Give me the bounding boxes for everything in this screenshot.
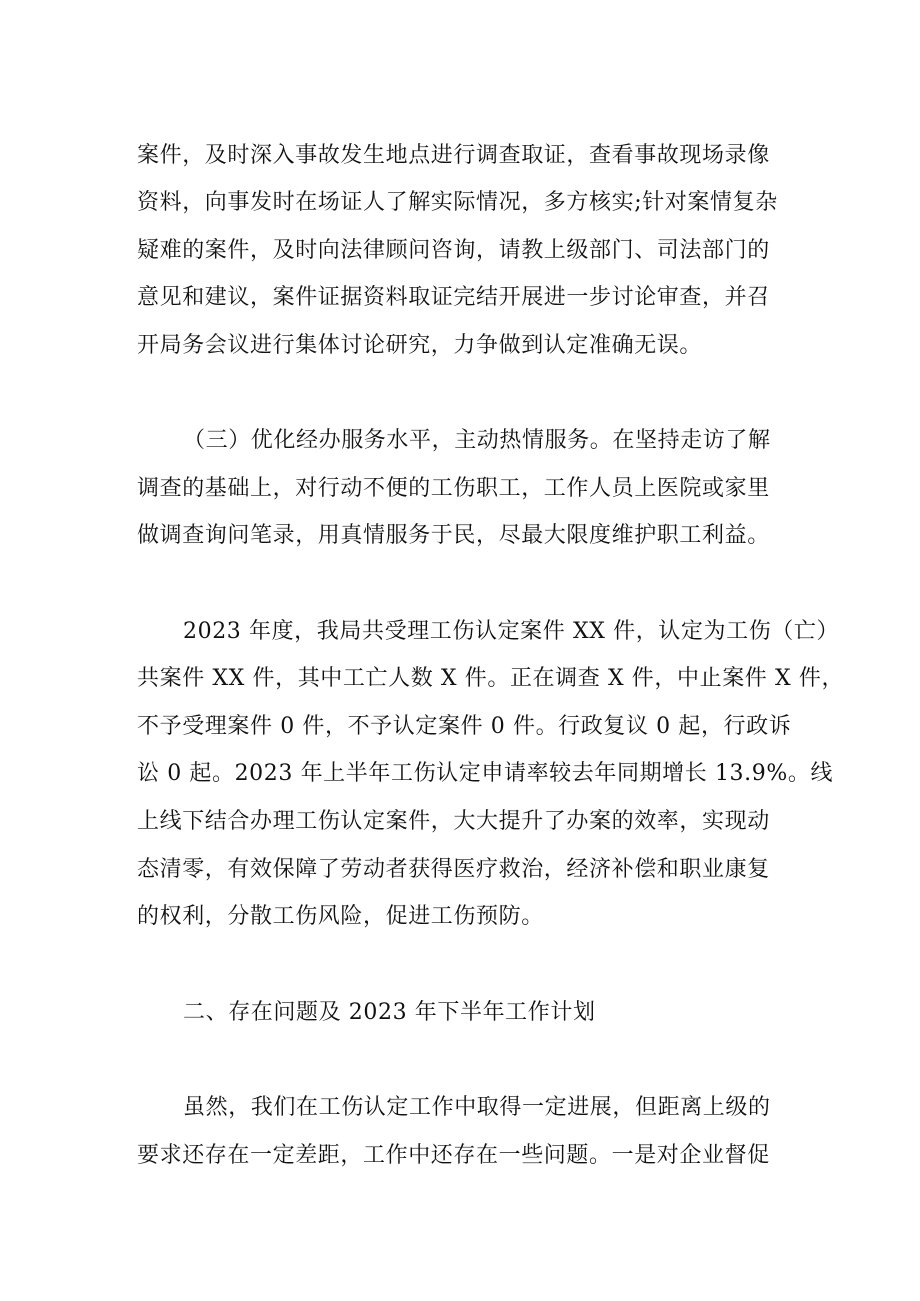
paragraph-3-line-7: 的权利，分散工伤风险，促进工伤预防。 bbox=[137, 904, 544, 929]
paragraph-1-line-1: 案件，及时深入事故发生地点进行调查取证，查看事故现场录像 bbox=[137, 143, 770, 168]
section-heading: 二、存在问题及 2023 年下半年工作计划 bbox=[183, 1000, 596, 1025]
paragraph-1-line-3: 疑难的案件，及时向法律顾问咨询，请教上级部门、司法部门的 bbox=[137, 238, 770, 263]
paragraph-4-line-2: 要求还存在一定差距，工作中还存在一些问题。一是对企业督促 bbox=[137, 1143, 770, 1168]
paragraph-3-line-5: 上线下结合办理工伤认定案件，大大提升了办案的效率，实现动 bbox=[137, 809, 770, 834]
paragraph-3-line-2: 共案件 XX 件，其中工亡人数 X 件。正在调查 X 件，中止案件 X 件， bbox=[137, 666, 845, 691]
paragraph-3-line-4: 讼 0 起。2023 年上半年工伤认定申请率较去年同期增长 13.9%。线 bbox=[137, 761, 834, 786]
paragraph-2-line-3: 做调查询问笔录，用真情服务于民，尽最大限度维护职工利益。 bbox=[137, 523, 770, 548]
paragraph-1-line-4: 意见和建议，案件证据资料取证完结开展进一步讨论审查，并召 bbox=[137, 285, 770, 310]
paragraph-4-line-1: 虽然，我们在工伤认定工作中取得一定进展，但距离上级的 bbox=[183, 1095, 771, 1120]
paragraph-3-line-3: 不予受理案件 0 件，不予认定案件 0 件。行政复议 0 起，行政诉 bbox=[137, 714, 792, 739]
paragraph-2-line-2: 调查的基础上，对行动不便的工伤职工，工作人员上医院或家里 bbox=[137, 476, 770, 501]
paragraph-1-line-5: 开局务会议进行集体讨论研究，力争做到认定准确无误。 bbox=[137, 333, 703, 358]
paragraph-1-line-2: 资料，向事发时在场证人了解实际情况，多方核实;针对案情复杂 bbox=[137, 190, 778, 215]
paragraph-3-line-1: 2023 年度，我局共受理工伤认定案件 XX 件，认定为工伤（亡） bbox=[183, 619, 840, 644]
paragraph-2-line-1: （三）优化经办服务水平，主动热情服务。在坚持走访了解 bbox=[183, 428, 771, 453]
paragraph-3-line-6: 态清零，有效保障了劳动者获得医疗救治，经济补偿和职业康复 bbox=[137, 857, 770, 882]
